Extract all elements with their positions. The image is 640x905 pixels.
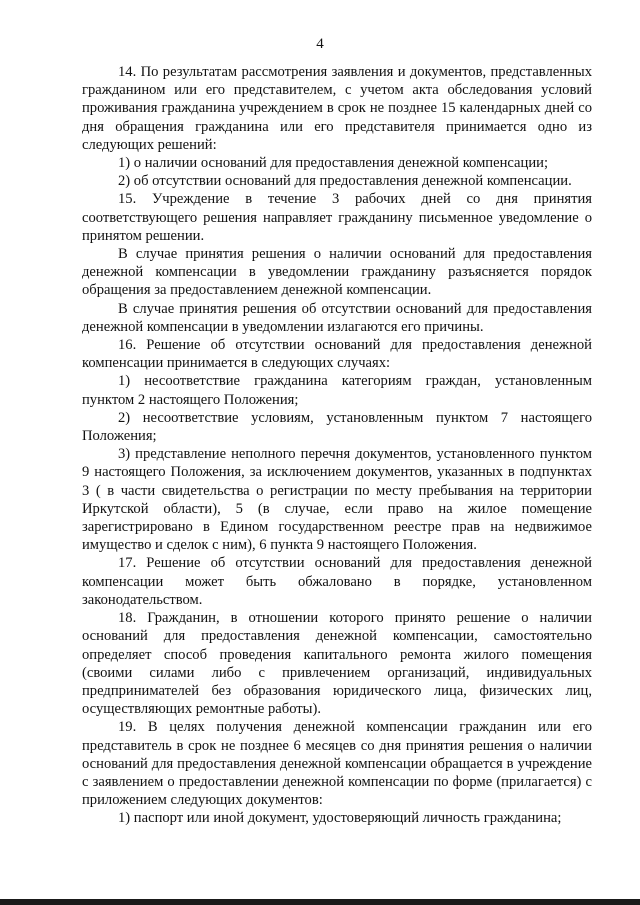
paragraph-19-item-1: 1) паспорт или иной документ, удостоверяющий личность гражданина; <box>118 810 562 827</box>
page-number: 4 <box>316 36 324 52</box>
paragraph-19: 19. В целях получения денежной компенсации гражданин или его представитель в срок не позднее 6 месяцев со дня принятия решения о наличии оснований для предоставления денежной компенсации обращается в учреждение с заявлением о предоставлении денежной компенсации по форме (прилагается) с приложением следующих документов: <box>82 719 592 809</box>
paragraph-16-item-1: 1) несоответствие гражданина категориям граждан, установленным пунктом 2 настоящего Положения; <box>82 373 592 408</box>
paragraph-16-item-3: 3) представление неполного перечня документов, установленного пунктом 9 настоящего Положения, за исключением документов, указанных в подпунктах 3 ( в части свидетельства о регистрации по месту пребывания на территории Иркутской области), 5 (в случае, если право на жилое помещение зарегистрировано в Едином государственном реестре прав на недвижимое имущество и сделок с ним), 6 пункта 9 настоящего Положения. <box>82 446 592 554</box>
paragraph-16: 16. Решение об отсутствии оснований для предоставления денежной компенсации принимается в следующих случаях: <box>82 337 592 372</box>
paragraph-15: 15. Учреждение в течение 3 рабочих дней со дня принятия соответствующего решения направляет гражданину письменное уведомление о принятом решении. <box>82 191 592 244</box>
paragraph-14: 14. По результатам рассмотрения заявления и документов, представленных гражданином или его представителем, с учетом акта обследования условий проживания гражданина учреждением в срок не позднее 15 календарных дней со дня обращения гражданина или его представителя принимается одно из следующих решений: <box>82 64 592 153</box>
paragraph-14-item-1: 1) о наличии оснований для предоставления денежной компенсации; <box>118 155 549 172</box>
paragraph-16-item-2: 2) несоответствие условиям, установленным пунктом 7 настоящего Положения; <box>82 409 592 445</box>
scan-bottom-edge <box>0 899 640 905</box>
paragraph-14-item-2: 2) об отсутствии оснований для предоставления денежной компенсации. <box>118 173 572 190</box>
paragraph-17: 17. Решение об отсутствии оснований для предоставления денежной компенсации может быть обжаловано в порядке, установленном законодательством. <box>82 555 592 608</box>
document-body <box>82 63 592 828</box>
paragraph-15-positive: В случае принятия решения о наличии оснований для предоставления денежной компенсации в уведомлении гражданину разъясняется порядок обращения за предоставлением денежной компенсации. <box>82 246 592 299</box>
paragraph-15-negative: В случае принятия решения об отсутствии оснований для предоставления денежной компенсации в уведомлении излагаются его причины. <box>82 300 592 335</box>
paragraph-18: 18. Гражданин, в отношении которого принято решение о наличии оснований для предоставления денежной компенсации, самостоятельно определяет способ проведения капитального ремонта жилого помещения (своими силами либо с привлечением организаций, индивидуальных предпринимателей без образования юридического лица, физических лиц, осуществляющих ремонтные работы). <box>82 610 592 718</box>
